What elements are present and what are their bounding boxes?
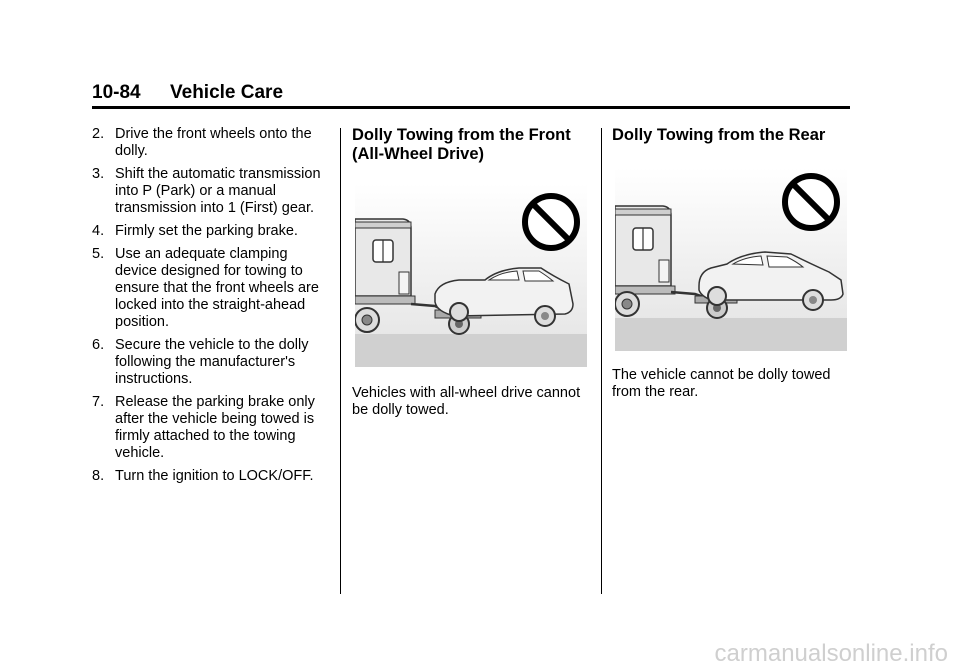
front-dolly-illustration	[355, 184, 587, 367]
page-header	[92, 80, 850, 109]
rear-section-caption: The vehicle cannot be dolly towed from the rear.	[612, 367, 831, 400]
rear-section-heading: Dolly Towing from the Rear	[612, 126, 826, 144]
prohibited-icon	[785, 176, 837, 228]
column-divider	[601, 128, 602, 594]
rear-section	[612, 126, 852, 145]
column-divider	[340, 128, 341, 594]
front-section	[352, 126, 592, 164]
front-section-heading: Dolly Towing from the Front (All-Wheel Drive)	[352, 126, 571, 163]
prohibited-icon	[525, 196, 577, 248]
steps-list	[92, 126, 332, 491]
page-number: 10-84	[92, 82, 141, 103]
front-section-caption: Vehicles with all-wheel drive cannot be dolly towed.	[352, 385, 581, 418]
list-item: 4. Firmly set the parking brake.	[92, 223, 298, 239]
section-title: Vehicle Care	[170, 82, 284, 103]
list-item: 2. Drive the front wheels onto the dolly.	[92, 126, 312, 159]
rear-dolly-illustration	[615, 168, 847, 351]
list-item: 7. Release the parking brake only after the vehicle being towed is firmly attached to the towing vehicle.	[92, 394, 315, 461]
watermark: carmanualsonline.info	[714, 640, 948, 667]
list-item: 6. Secure the vehicle to the dolly following the manufacturer's instructions.	[92, 337, 309, 387]
list-item: 3. Shift the automatic transmission into P (Park) or a manual transmission into 1 (First) gear.	[92, 166, 321, 216]
list-item: 5. Use an adequate clamping device designed for towing to ensure that the front wheels are locked into the straight-ahead position.	[92, 246, 319, 330]
list-item: 8. Turn the ignition to LOCK/OFF.	[92, 468, 314, 484]
